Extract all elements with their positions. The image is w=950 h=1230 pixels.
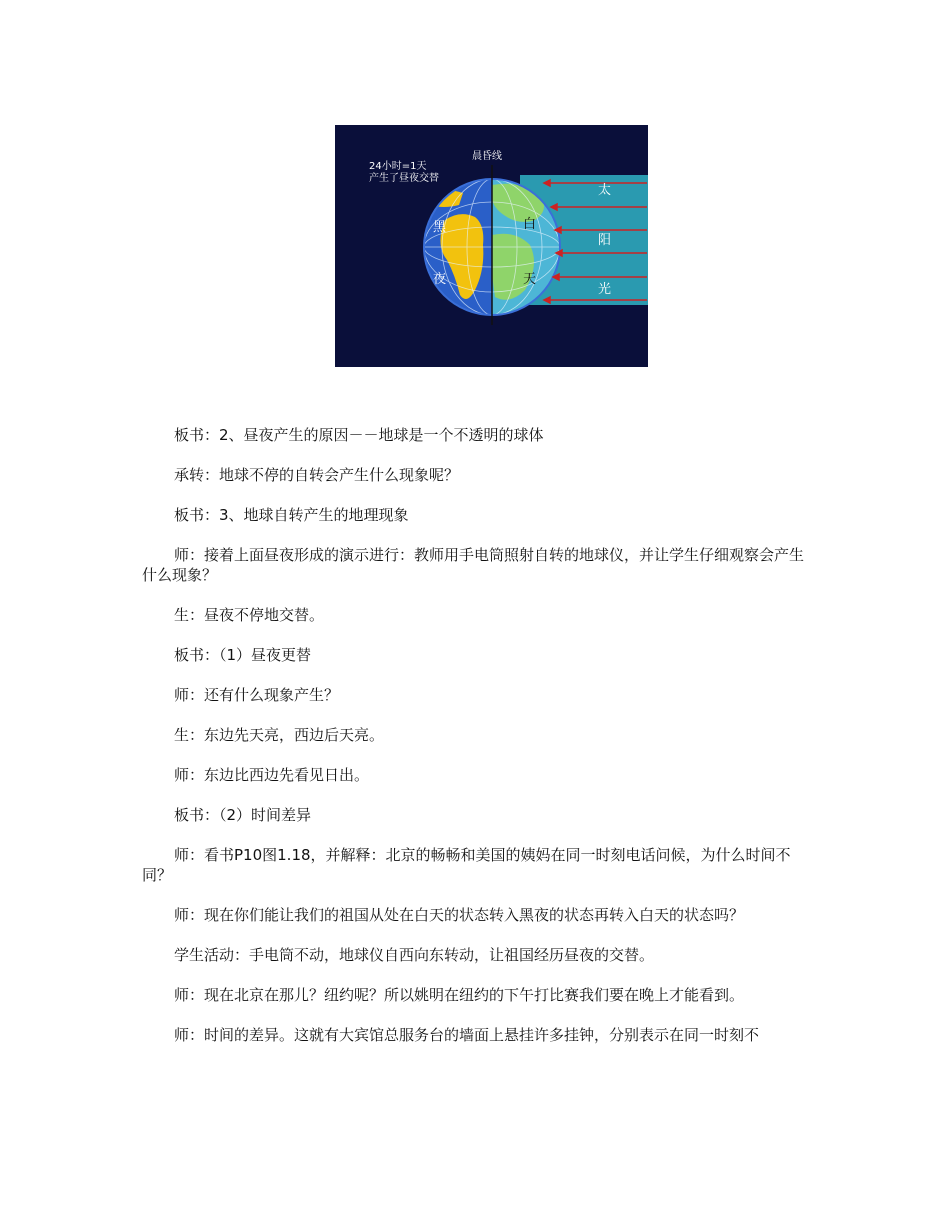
- figure-caption-line1: 24小时=1天: [369, 161, 427, 172]
- paragraph: 承转：地球不停的自转会产生什么现象呢？: [174, 466, 460, 484]
- paragraph: 师：接着上面昼夜形成的演示进行：教师用手电筒照射自转的地球仪，并让学生仔细观察会产生什么现象？: [142, 546, 805, 584]
- sun-char-1: 太: [598, 183, 612, 198]
- day-char-2: 天: [523, 272, 537, 287]
- paragraph: 板书：2、昼夜产生的原因－－地球是一个不透明的球体: [174, 426, 544, 444]
- sun-char-2: 阳: [598, 233, 612, 248]
- paragraph: 师：看书P10图1.18，并解释：北京的畅畅和美国的姨妈在同一时刻电话问候，为什么时间不同？: [142, 846, 791, 884]
- paragraph: 板书：（2）时间差异: [174, 806, 312, 824]
- paragraph: 师：现在你们能让我们的祖国从处在白天的状态转入黑夜的状态再转入白天的状态吗？: [174, 906, 745, 924]
- paragraph: 师：时间的差异。这就有大宾馆总服务台的墙面上悬挂许多挂钟，分别表示在同一时刻不: [174, 1026, 760, 1044]
- paragraph: 学生活动：手电筒不动，地球仪自西向东转动，让祖国经历昼夜的交替。: [174, 946, 655, 964]
- figure-caption-line2: 产生了昼夜交替: [369, 173, 439, 184]
- paragraph: 生：东边先天亮，西边后天亮。: [174, 726, 385, 744]
- paragraph: 生：昼夜不停地交替。: [174, 606, 325, 624]
- day-night-illustration: [335, 125, 648, 367]
- paragraph: 板书：3、地球自转产生的地理现象: [174, 506, 409, 524]
- lesson-text: [142, 425, 810, 1065]
- night-char-2: 夜: [433, 272, 447, 287]
- paragraph: 师：东边比西边先看见日出。: [174, 766, 370, 784]
- paragraph: 板书：（1）昼夜更替: [174, 646, 312, 664]
- paragraph: 师：还有什么现象产生？: [174, 686, 340, 704]
- terminator-label: 晨昏线: [472, 151, 502, 162]
- paragraph: 师：现在北京在那儿？纽约呢？所以姚明在纽约的下午打比赛我们要在晚上才能看到。: [174, 986, 745, 1004]
- night-char-1: 黑: [433, 220, 447, 235]
- sun-char-3: 光: [598, 282, 612, 297]
- day-char-1: 白: [523, 217, 537, 232]
